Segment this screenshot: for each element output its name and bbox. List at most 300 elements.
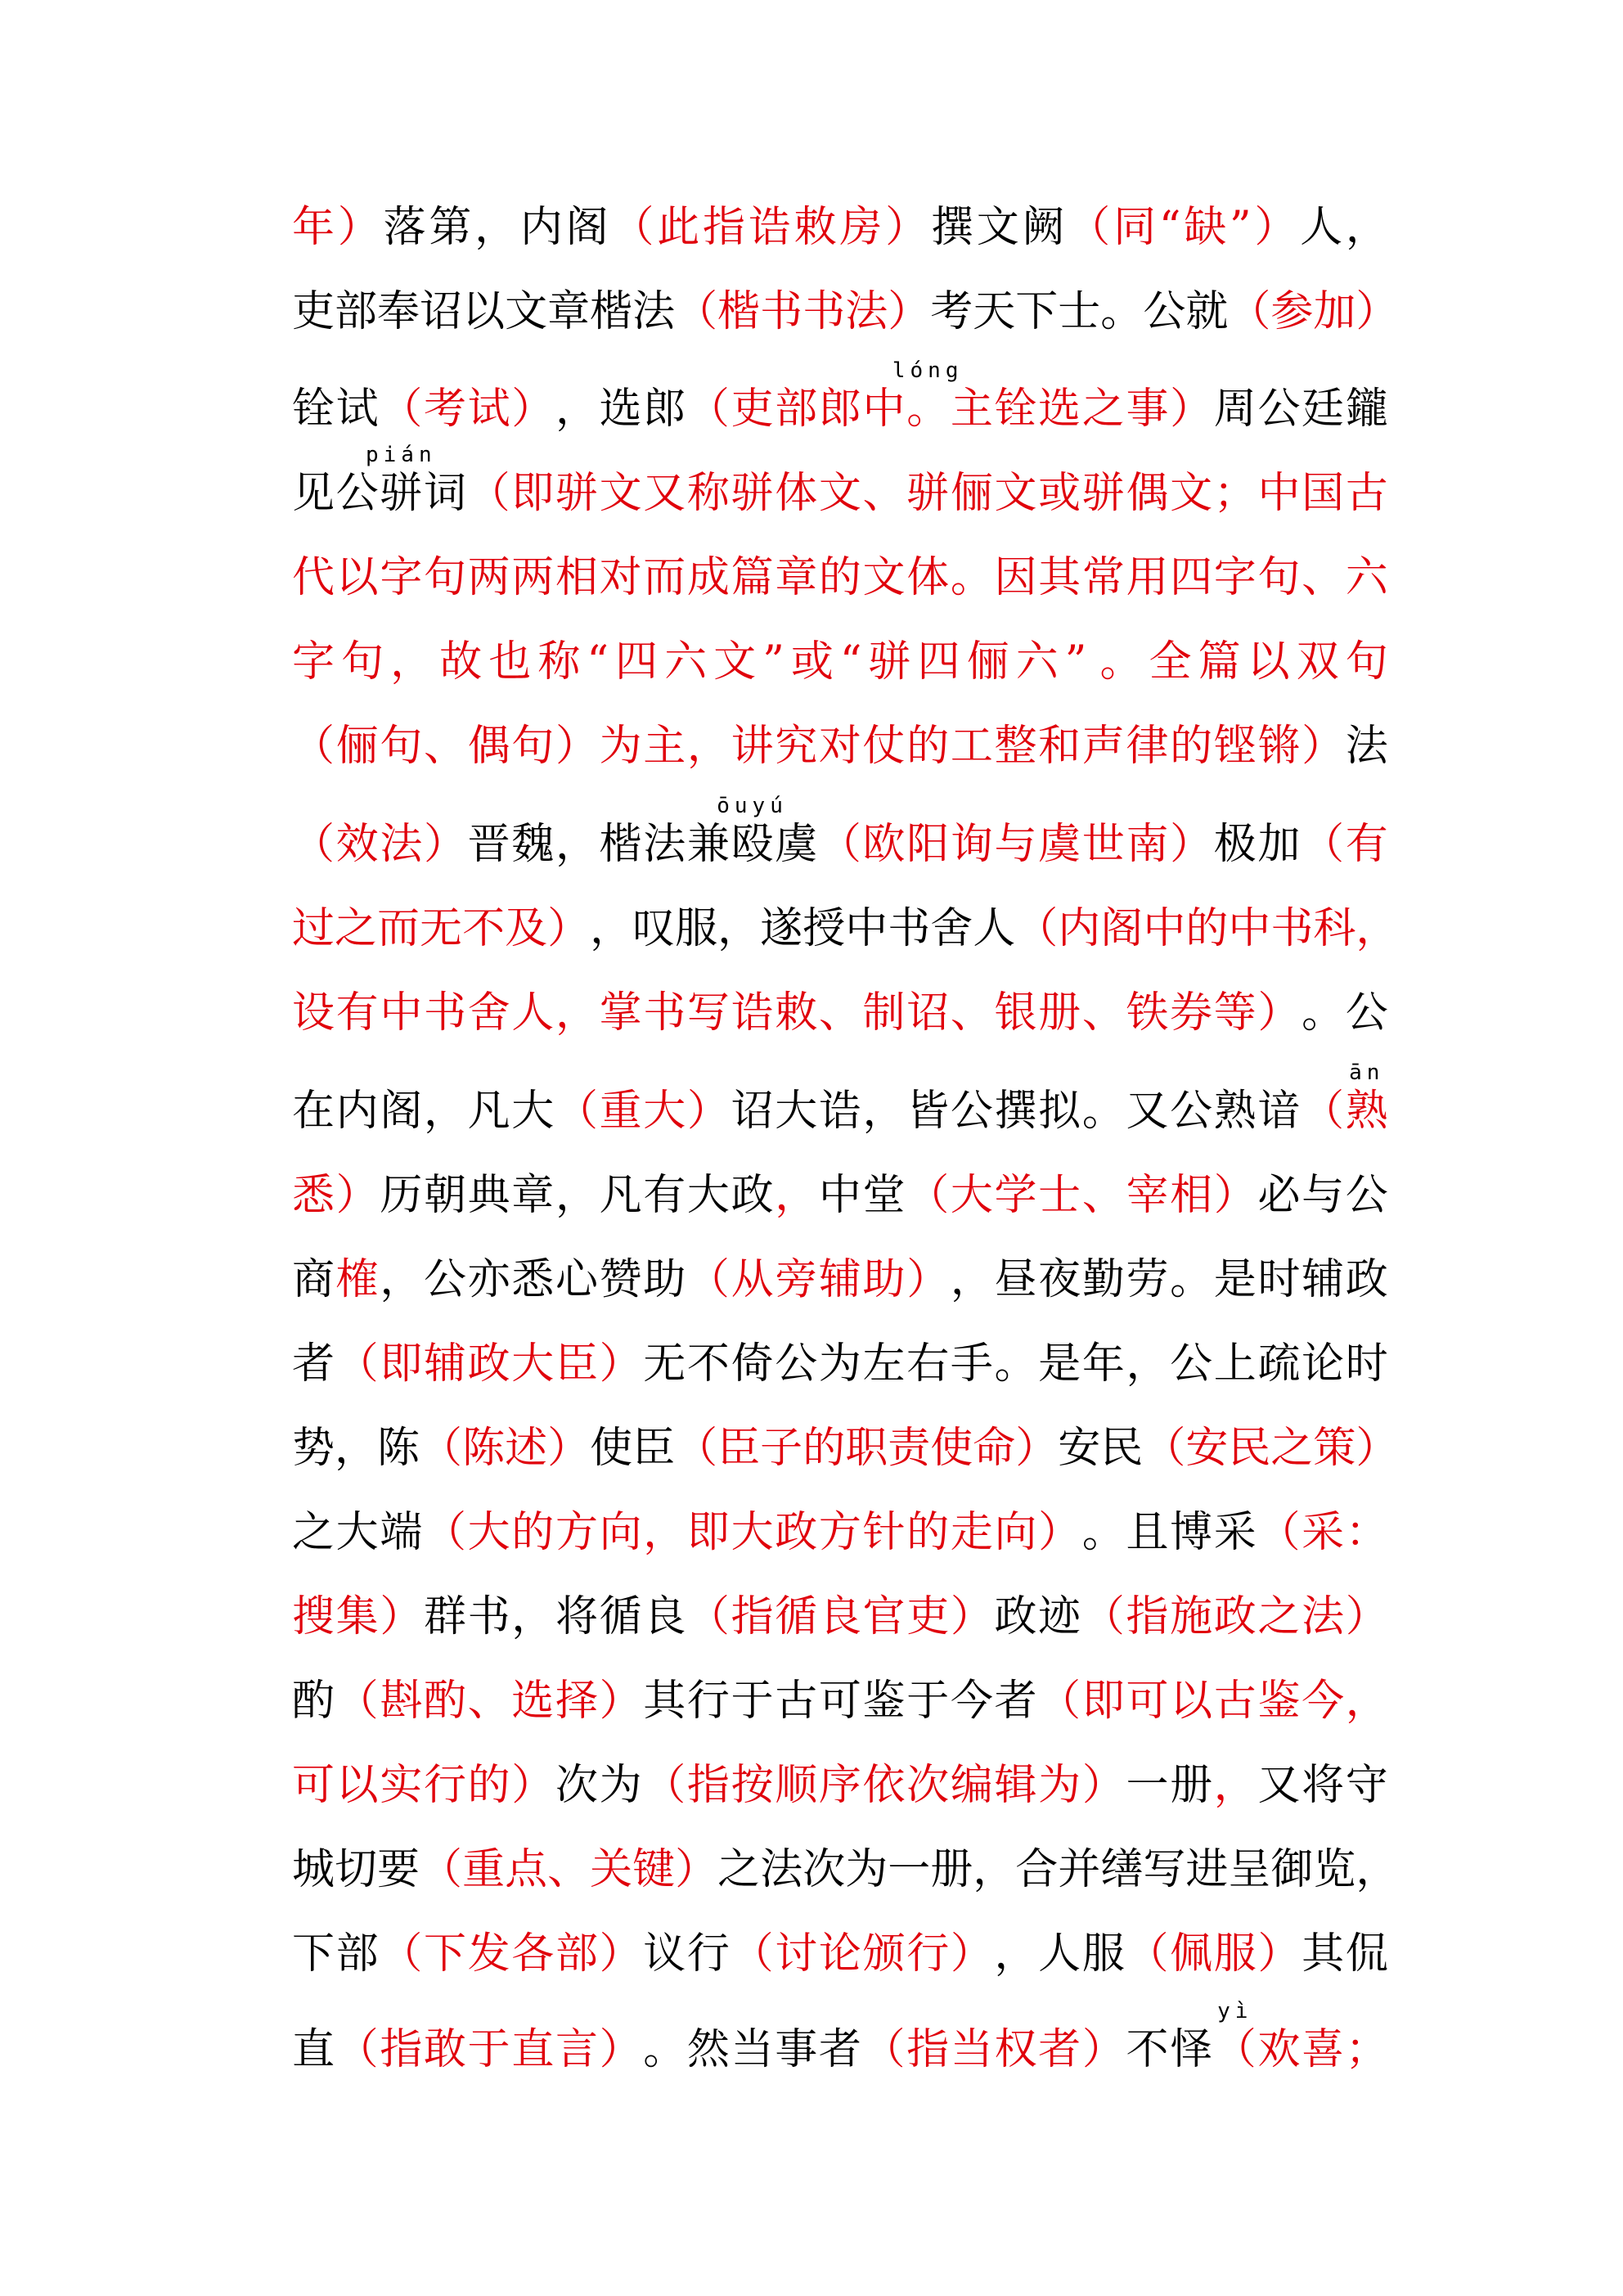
annotation-char: 政 [1213,1592,1257,1641]
annotation-char: ； [1345,2025,1388,2074]
annotation-char: 于 [467,2025,510,2074]
annotation-char: 辅 [818,1255,861,1304]
annotation-char: 参 [1270,287,1314,336]
annotation-char: 、 [1081,1171,1125,1220]
text-char: 文 [976,203,1019,252]
annotation-char: （ [1015,904,1059,953]
annotation-char: 句 [511,722,555,771]
text-char: ， [555,385,598,434]
text-char: 章 [547,287,591,336]
annotation-char: 者 [1038,2025,1081,2074]
annotation-char: 缺 [1184,203,1227,252]
text-char: 法 [643,820,686,869]
annotation-char: 文 [818,469,861,518]
annotation-char: （ [1213,2025,1257,2074]
annotation-char: 指 [686,1761,730,1810]
text-char: 夜 [1038,1255,1081,1304]
annotation-char: 而 [643,553,686,602]
text-char: 谙 [1257,1087,1301,1136]
text-char: 循 [599,1592,642,1641]
annotation-char: 、 [1081,988,1125,1038]
annotation-char: ： [1345,1508,1388,1557]
annotation-char: 以 [1247,637,1290,687]
annotation-char: 循 [775,1592,818,1641]
text-char: 加 [1257,820,1301,869]
annotation-char: 有 [1345,820,1388,869]
text-char: 熟 [1213,1087,1257,1136]
annotation-char: 事 [1126,385,1169,434]
annotation-char: （ [380,385,423,434]
text-char: 心 [555,1255,598,1304]
text-char: 诏 [731,1087,774,1136]
text-char: 直 [292,2025,335,2074]
annotation-char: 官 [862,1592,906,1641]
annotation-char: ， [1213,1761,1257,1810]
text-line [292,629,1388,695]
text-char: 次 [555,1761,598,1810]
annotation-char: ） [888,287,931,336]
annotation-char: 字 [380,553,423,602]
annotation-char: 论 [818,1929,861,1979]
annotation-char: ） [1038,1508,1081,1557]
annotation-char: 掌 [599,988,642,1038]
text-char: 并 [1058,1845,1101,1894]
text-char: 上 [1213,1339,1257,1389]
annotation-char: 发 [467,1929,510,1979]
text-char: ， [994,1929,1037,1979]
annotation-char: 大 [643,1087,686,1136]
annotation-char: （ [686,1255,730,1304]
annotation-char: “ [839,637,862,687]
annotation-char: 铨 [994,385,1037,434]
text-char: 魏 [511,820,555,869]
annotation-char: ） [1257,1929,1301,1979]
annotation-char: 学 [994,1171,1037,1220]
annotation-char: 四 [1170,553,1213,602]
text-char: 周 [1213,385,1257,434]
text-char: 公 [1345,988,1388,1038]
annotation-char: 施 [1170,1592,1213,1641]
annotation-char: ） [906,1255,950,1304]
annotation-char: 两 [467,553,510,602]
text-char: 赞 [599,1255,642,1304]
annotation-char: ） [686,1087,730,1136]
annotation-char: ） [1257,988,1301,1038]
text-char: 为 [818,1339,861,1389]
text-char: 又 [1126,1087,1169,1136]
annotation-char: 声 [1081,722,1125,771]
annotation-char: 职 [845,1424,888,1473]
annotation-char: 的 [1170,722,1213,771]
annotation-char: 试 [467,385,510,434]
text-line [292,1331,1388,1397]
annotation-char: 键 [632,1845,676,1894]
text-char: 晋 [467,820,510,869]
text-char: 。 [643,2025,686,2074]
annotation-char: 悉 [292,1171,335,1220]
annotation-char: 即 [380,1339,423,1389]
annotation-char: ） [599,2025,642,2074]
annotation-char: 士 [1038,1171,1081,1220]
annotation-char: 设 [292,988,335,1038]
annotation-char: 中 [862,385,906,434]
text-char: 政 [994,1592,1037,1641]
text-char: 。 [994,1339,1037,1389]
annotation-char: 律 [1126,722,1169,771]
annotation-char: 房 [839,203,883,252]
annotation-char: 虞 [1038,820,1081,869]
annotation-char: 而 [377,904,420,953]
annotation-char: 骈 [868,637,911,687]
annotation-char: 部 [555,1929,598,1979]
annotation-char: （ [675,1424,718,1473]
annotation-char: 俪 [966,637,1009,687]
annotation-char: 双 [1296,637,1339,687]
text-char: 当 [731,2025,774,2074]
text-char: 册 [930,1845,973,1894]
text-char: ， [862,1087,906,1136]
text-char: 亦 [467,1255,510,1304]
annotation-char: 之 [1257,1592,1301,1641]
text-char: 阙 [1022,203,1065,252]
text-char: 昼 [994,1255,1037,1304]
text-char: 为 [599,1761,642,1810]
annotation-char: 篇 [731,553,774,602]
text-line [292,279,1399,344]
text-char: 御 [1270,1845,1314,1894]
text-char: 鑨 [1345,385,1388,434]
annotation-char: 阳 [906,820,950,869]
text-char: 倚 [731,1339,774,1389]
annotation-char: 今 [1302,1677,1345,1726]
annotation-char: 人 [511,988,555,1038]
text-char: 公 [1143,287,1186,336]
annotation-char: 点 [505,1845,548,1894]
text-char: 虞 [775,820,818,869]
annotation-char: 颁 [862,1929,906,1979]
annotation-char: 对 [599,553,642,602]
annotation-char: 俪 [950,469,993,518]
annotation-char: ） [599,1339,642,1389]
annotation-char: 言 [555,2025,598,2074]
text-char: 法 [632,287,676,336]
text-char: 必 [1257,1171,1301,1220]
text-char: 勤 [1081,1255,1125,1304]
annotation-char: ； [1213,469,1257,518]
annotation-char: 字 [1213,553,1257,602]
annotation-char: 骈 [731,469,774,518]
annotation-char: 故 [439,637,483,687]
text-char: 公 [1170,1087,1213,1136]
annotation-char: 即 [511,469,555,518]
annotation-char: 。 [906,385,950,434]
text-char: 天 [973,287,1016,336]
text-char: 无 [643,1339,686,1389]
annotation-char: 选 [511,1677,555,1726]
annotation-char: ， [390,637,434,687]
annotation-char: ” [762,637,785,687]
annotation-char: 、 [1302,553,1345,602]
text-char: 中 [845,904,888,953]
annotation-char: 字 [292,637,335,687]
annotation-char: 佩 [1170,1929,1213,1979]
annotation-char: 其 [1038,553,1081,602]
text-char: 不 [1126,2025,1169,2074]
text-line [292,1416,1399,1481]
annotation-char: 书 [1270,904,1314,953]
text-char: 陈 [377,1424,420,1473]
text-char: ， [511,1592,555,1641]
annotation-char: 述 [505,1424,548,1473]
annotation-char: 等 [1213,988,1257,1038]
annotation-char: ） [885,203,928,252]
annotation-char: 法 [845,287,888,336]
annotation-char: （ [555,1087,598,1136]
annotation-char: 或 [790,637,834,687]
text-char: 是 [1038,1339,1081,1389]
annotation-char: 重 [599,1087,642,1136]
annotation-char: （ [420,1845,463,1894]
annotation-char: （ [467,469,510,518]
annotation-char: 集 [335,1592,379,1641]
annotation-char: 阁 [1100,904,1144,953]
annotation-char: （ [611,203,654,252]
annotation-char: 世 [1081,820,1125,869]
text-char: 服 [675,904,718,953]
annotation-char: 写 [686,988,730,1038]
text-char: 大 [511,1087,555,1136]
text-line [292,1078,1388,1144]
annotation-char: 次 [906,1761,950,1810]
text-char: 于 [731,1677,774,1726]
annotation-char: 的 [906,1508,950,1557]
annotation-char: 无 [420,904,463,953]
text-char: 大 [335,1508,379,1557]
text-char: 缮 [1100,1845,1144,1894]
text-char: 兼 [686,820,730,869]
text-char: 铨 [292,385,335,434]
annotation-char: 各 [511,1929,555,1979]
text-char: 骈 [380,469,423,518]
annotation-char: 指 [703,203,746,252]
annotation-char: 行 [906,1929,950,1979]
text-line [292,1668,1388,1734]
text-char: 商 [292,1255,335,1304]
text-char: 撰 [994,1087,1037,1136]
text-line [292,1247,1388,1312]
text-char: 切 [335,1845,378,1894]
annotation-char: 询 [950,820,993,869]
annotation-char: 舍 [467,988,510,1038]
text-char: ， [1345,203,1388,252]
annotation-char: （ [818,820,861,869]
annotation-char: 的 [511,1508,555,1557]
annotation-char: 斟 [380,1677,423,1726]
annotation-char: 喜 [1302,2025,1345,2074]
text-char: 年 [1081,1339,1125,1389]
annotation-char: 讨 [775,1929,818,1979]
annotation-char: （ [292,722,335,771]
text-char: 极 [1213,820,1257,869]
annotation-char: 六 [664,637,708,687]
annotation-char: 代 [292,553,335,602]
annotation-char: 体 [906,553,950,602]
text-char: 城 [292,1845,335,1894]
text-char: 在 [292,1087,335,1136]
annotation-char: 向 [599,1508,642,1557]
annotation-char: ） [1170,385,1213,434]
text-char: 者 [994,1677,1037,1726]
text-line [292,812,1388,877]
annotation-char: ） [1213,1171,1257,1220]
text-char: 怿 [1170,2025,1213,2074]
text-char: 民 [1100,1424,1144,1473]
annotation-char: 文 [862,553,906,602]
annotation-char: ， [775,1171,818,1220]
text-char: 辅 [1302,1255,1345,1304]
annotation-char: 欧 [862,820,906,869]
text-line [292,545,1388,610]
annotation-char: 及 [505,904,548,953]
annotation-char: 吏 [906,1592,950,1641]
text-line [292,980,1388,1046]
text-char: 以 [462,287,506,336]
annotation-char: 相 [1170,1171,1213,1220]
annotation-char: 采 [1302,1508,1345,1557]
annotation-char: ， [1355,904,1399,953]
text-char: 撰 [930,203,973,252]
annotation-char: ） [335,1171,379,1220]
annotation-char: 文 [1170,469,1213,518]
text-char: ， [590,904,633,953]
annotation-char: 偶 [1126,469,1169,518]
text-char: 堂 [862,1171,906,1220]
text-char: 将 [555,1592,598,1641]
text-char: 不 [686,1339,730,1389]
annotation-char: 走 [950,1508,993,1557]
annotation-char: ” [1229,203,1252,252]
text-char: 。 [1100,287,1144,336]
annotation-char: ） [1355,1424,1399,1473]
text-char: 且 [1126,1508,1169,1557]
annotation-char: 指 [906,2025,950,2074]
annotation-char: 方 [818,1508,861,1557]
annotation-char: ） [547,1424,591,1473]
annotation-char: 全 [1149,637,1192,687]
text-char: 书 [467,1592,510,1641]
annotation-char: （ [380,1929,423,1979]
annotation-char: 权 [994,2025,1037,2074]
annotation-char: ） [1081,1761,1125,1810]
annotation-char: ） [1355,287,1399,336]
annotation-char: 的 [803,1424,846,1473]
annotation-char: 对 [818,722,861,771]
annotation-char: 之 [1270,1424,1314,1473]
annotation-char: 榷 [335,1255,379,1304]
annotation-char: 可 [292,1761,335,1810]
annotation-char: 成 [686,553,730,602]
annotation-char: 良 [818,1592,861,1641]
text-char: 遂 [760,904,803,953]
annotation-char: ） [950,1592,993,1641]
annotation-char: 的 [1185,904,1229,953]
annotation-char: 政 [467,1339,510,1389]
annotation-char: 四 [917,637,960,687]
text-char: 览 [1313,1845,1356,1894]
annotation-char: 主 [643,722,686,771]
text-char: 人 [973,904,1016,953]
text-char: 疏 [1257,1339,1301,1389]
text-char: 郎 [643,385,686,434]
text-line [292,1837,1399,1902]
annotation-char: 六 [1015,637,1059,687]
text-line [292,896,1399,961]
annotation-char: 敕 [775,988,818,1038]
text-char: 侃 [1345,1929,1388,1979]
annotation-char: 敢 [423,2025,466,2074]
text-char: 人 [1038,1929,1081,1979]
text-char: ， [1355,1845,1399,1894]
text-char: 良 [643,1592,686,1641]
annotation-char: （ [1068,203,1111,252]
text-char: 凡 [599,1171,642,1220]
annotation-char: 鉴 [1257,1677,1301,1726]
text-char: 与 [1302,1171,1345,1220]
text-char: 下 [1015,287,1059,336]
text-char: 事 [775,2025,818,2074]
annotation-char: 关 [590,1845,633,1894]
annotation-char: 大 [731,1508,774,1557]
text-char: 端 [380,1508,423,1557]
annotation-char: （ [1126,1929,1169,1979]
annotation-char: 编 [950,1761,993,1810]
text-char: 要 [377,1845,420,1894]
text-char: 然 [686,2025,730,2074]
annotation-char: 四 [615,637,659,687]
text-char: 写 [1143,1845,1186,1894]
text-char: 第 [429,203,472,252]
annotation-char: 使 [930,1424,973,1473]
annotation-char: 偶 [467,722,510,771]
annotation-char: 的 [906,722,950,771]
text-line [292,376,1388,442]
pinyin-annotation: yì [1217,1999,1253,2024]
annotation-char: 择 [555,1677,598,1726]
annotation-char: 的 [818,553,861,602]
text-line [292,2017,1388,2082]
annotation-char: 直 [511,2025,555,2074]
annotation-char: （ [292,820,335,869]
text-line [292,1163,1388,1228]
annotation-char: 内 [1058,904,1101,953]
annotation-char: 过 [292,904,335,953]
annotation-char: 酌 [423,1677,466,1726]
text-char: 诰 [818,1087,861,1136]
text-char: 是 [1213,1255,1257,1304]
text-char: 之 [292,1508,335,1557]
text-char: 又 [1257,1761,1301,1810]
annotation-char: “ [587,637,609,687]
annotation-char: ） [555,722,598,771]
annotation-char: （ [1228,287,1271,336]
annotation-char: 称 [686,469,730,518]
annotation-char: 即 [1081,1677,1125,1726]
text-char: 时 [1257,1255,1301,1304]
annotation-char: 也 [488,637,532,687]
annotation-char: 句 [380,722,423,771]
annotation-char: 整 [994,722,1037,771]
text-char: 采 [1213,1508,1257,1557]
